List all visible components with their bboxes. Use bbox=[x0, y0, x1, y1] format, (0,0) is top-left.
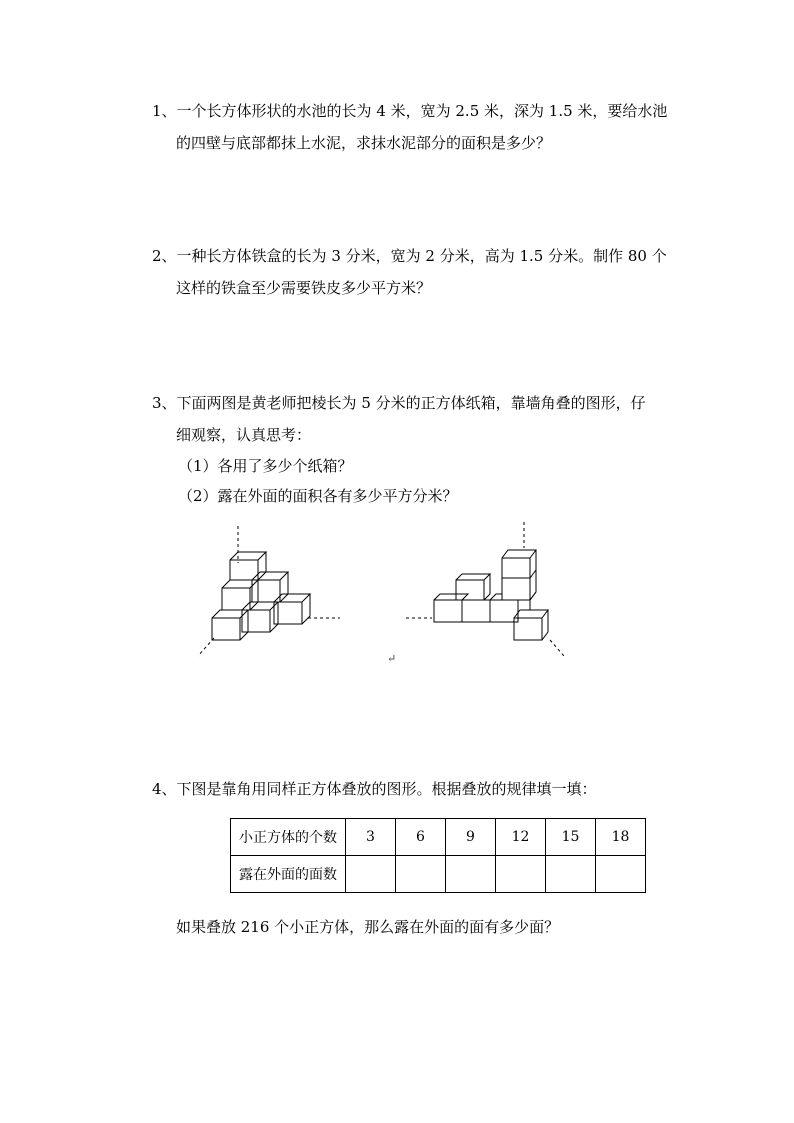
cube-stack-figure-left bbox=[190, 518, 360, 668]
cube bbox=[212, 610, 248, 640]
count-cell: 12 bbox=[496, 819, 546, 856]
answer-cell[interactable] bbox=[446, 856, 496, 893]
q1-line2: 的四壁与底部都抹上水泥，求抹水泥部分的面积是多少？ bbox=[176, 134, 552, 152]
cube bbox=[230, 552, 266, 580]
count-cell: 15 bbox=[546, 819, 596, 856]
cube bbox=[502, 570, 536, 600]
cube bbox=[456, 574, 490, 600]
cube bbox=[252, 572, 288, 602]
cube bbox=[434, 594, 468, 622]
q4-line1: 4、下图是靠角用同样正方体叠放的图形。根据叠放的规律填一填： bbox=[152, 780, 597, 798]
q3-line2: 细观察，认真思考： bbox=[176, 426, 312, 444]
row-label-counts: 小正方体的个数 bbox=[231, 819, 346, 856]
answer-cell[interactable] bbox=[396, 856, 446, 893]
cube bbox=[274, 594, 310, 624]
count-cell: 9 bbox=[446, 819, 496, 856]
cube bbox=[242, 602, 278, 632]
answer-cell[interactable] bbox=[346, 856, 396, 893]
pattern-table bbox=[230, 818, 646, 893]
q2-line1: 2、一种长方体铁盒的长为 3 分米，宽为 2 分米，高为 1.5 分米。制作 80 个 bbox=[152, 247, 667, 265]
axis-front bbox=[198, 638, 214, 656]
count-cell: 6 bbox=[396, 819, 446, 856]
cube bbox=[518, 592, 536, 610]
cube bbox=[462, 600, 490, 622]
table-row-faces bbox=[231, 856, 646, 893]
cube bbox=[502, 550, 536, 578]
q2-line2: 这样的铁盒至少需要铁皮多少平方米？ bbox=[176, 279, 432, 297]
cube-stack-figure-right bbox=[402, 518, 572, 668]
answer-cell[interactable] bbox=[496, 856, 546, 893]
axis-front bbox=[550, 640, 564, 656]
cube bbox=[222, 580, 258, 610]
count-cell: 3 bbox=[346, 819, 396, 856]
q4-question: 如果叠放 216 个小正方体，那么露在外面的面有多少面？ bbox=[176, 918, 560, 936]
table-row-counts bbox=[231, 819, 646, 856]
row-label-faces: 露在外面的面数 bbox=[231, 856, 346, 893]
q3-sub2: （2）露在外面的面积各有多少平方分米？ bbox=[178, 487, 458, 505]
q3-sub1: （1）各用了多少个纸箱？ bbox=[178, 457, 353, 475]
cube bbox=[514, 610, 548, 640]
count-cell: 18 bbox=[596, 819, 646, 856]
q3-line1: 3、下面两图是黄老师把棱长为 5 分米的正方体纸箱，靠墙角叠的图形，仔 bbox=[152, 394, 646, 412]
answer-cell[interactable] bbox=[546, 856, 596, 893]
return-mark: ↵ bbox=[387, 652, 397, 665]
q1-line1: 1、一个长方体形状的水池的长为 4 米，宽为 2.5 米，深为 1.5 米，要给水池 bbox=[152, 102, 668, 120]
answer-cell[interactable] bbox=[596, 856, 646, 893]
